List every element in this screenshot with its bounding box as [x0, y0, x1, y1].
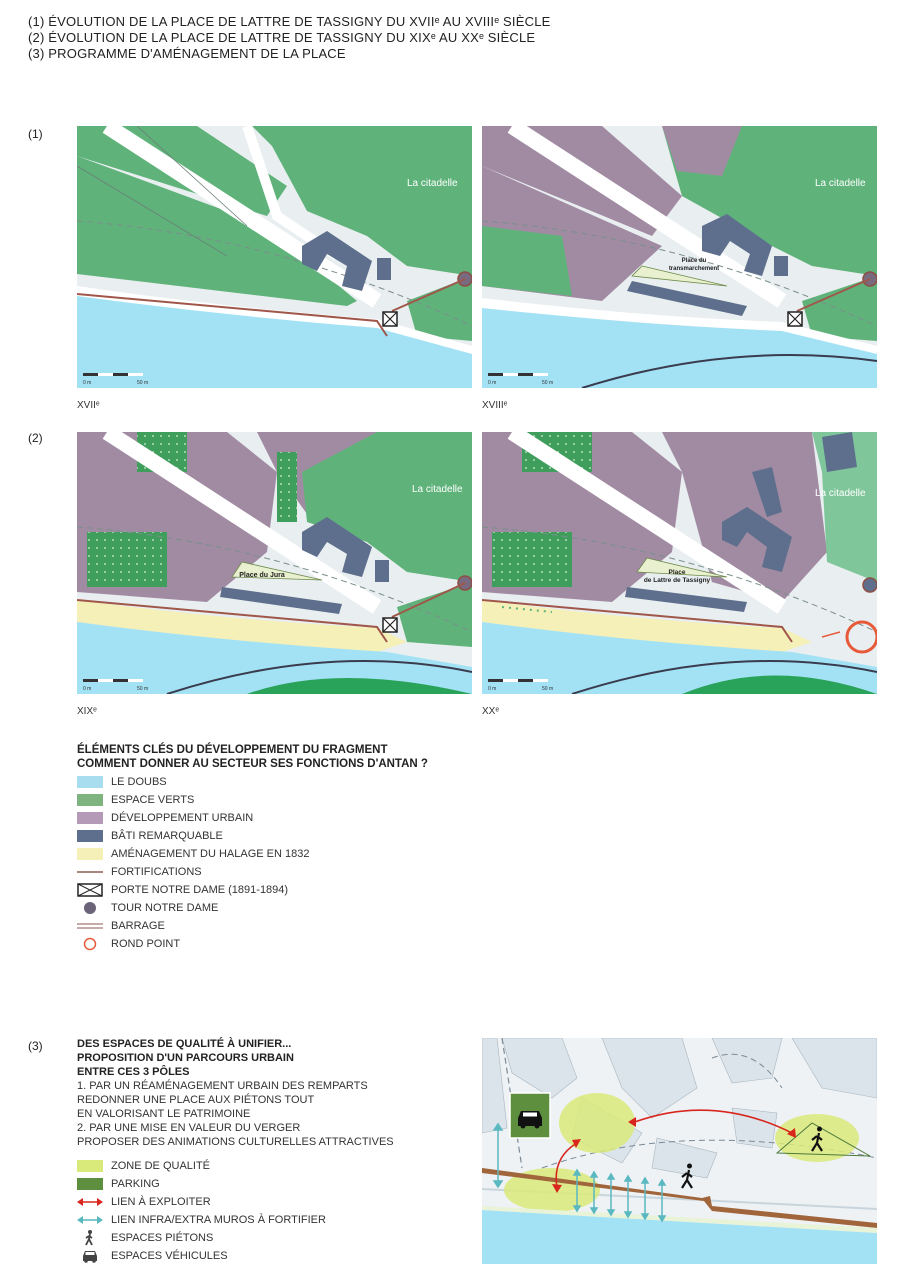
legend-item-dam	[77, 918, 165, 934]
swatch-doubs	[77, 776, 103, 788]
legend-label: PARKING	[111, 1178, 160, 1190]
section-2-number: (2)	[28, 431, 43, 445]
swatch-parking	[77, 1178, 103, 1190]
legend-item-towpath	[77, 846, 309, 862]
legend-label: BÂTI REMARQUABLE	[111, 830, 223, 842]
program-title-line3: ENTRE CES 3 PÔLES	[77, 1066, 190, 1078]
legend-label: TOUR NOTRE DAME	[111, 902, 219, 914]
legend-item-tower	[77, 900, 218, 916]
citadelle-label: La citadelle	[815, 488, 866, 499]
scale-end-label: 50 m	[542, 686, 554, 692]
legend-label: ROND POINT	[111, 938, 181, 950]
legend-label: ESPACE VERTS	[111, 794, 195, 806]
citadelle-label: La citadelle	[412, 484, 463, 495]
program-paragraph-line2: REDONNER UNE PLACE AUX PIÉTONS TOUT	[77, 1094, 315, 1106]
citadelle-label: La citadelle	[407, 178, 458, 189]
teal-double-arrow-icon	[77, 1215, 103, 1225]
circle-icon	[77, 937, 103, 951]
line-icon	[77, 869, 103, 875]
legend-label: PORTE NOTRE DAME (1891-1894)	[111, 884, 289, 896]
legend-label: DÉVELOPPEMENT URBAIN	[111, 812, 254, 824]
program-text	[77, 1037, 477, 1149]
program-legend-vehicles	[77, 1248, 228, 1264]
swatch-quality-zone	[77, 1160, 103, 1172]
car-icon	[77, 1249, 103, 1263]
map-20th-caption: XXᵉ	[482, 706, 500, 717]
swatch-urban-development	[77, 812, 103, 824]
legend-item-doubs	[77, 774, 167, 790]
red-double-arrow-icon	[77, 1197, 103, 1207]
program-legend-parking	[77, 1176, 160, 1192]
legend-label: FORTIFICATIONS	[111, 866, 202, 878]
header-line-3: (3) PROGRAMME D'AMÉNAGEMENT DE LA PLACE	[28, 46, 346, 61]
legend-label: ZONE DE QUALITÉ	[111, 1160, 211, 1172]
legend-label: BARRAGE	[111, 920, 165, 932]
section-1-number: (1)	[28, 127, 43, 141]
legend-item-urban-development	[77, 810, 253, 826]
program-title-line2: PROPOSITION D'UN PARCOURS URBAIN	[77, 1052, 294, 1064]
legend-item-green-space	[77, 792, 194, 808]
double-line-icon	[77, 922, 103, 930]
scale-end-label: 50 m	[542, 380, 554, 386]
scale-start-label: 0 m	[488, 686, 497, 692]
program-legend-link-exploit	[77, 1194, 211, 1210]
program-title-line1: DES ESPACES DE QUALITÉ À UNIFIER...	[77, 1038, 292, 1050]
legend-title-line2: COMMENT DONNER AU SECTEUR SES FONCTIONS D'ANTAN ?	[77, 758, 428, 770]
program-paragraph-line1: 1. PAR UN RÉAMÉNAGEMENT URBAIN DES REMPARTS	[77, 1080, 368, 1092]
program-legend-pedestrian	[77, 1230, 213, 1246]
program-map	[482, 1038, 877, 1264]
scale-start-label: 0 m	[83, 686, 92, 692]
legend-item-roundabout	[77, 936, 180, 952]
place-label: Place du Jura	[239, 572, 285, 579]
program-paragraph-line5: PROPOSER DES ANIMATIONS CULTURELLES ATTRACTIVES	[77, 1136, 394, 1148]
legend-label: AMÉNAGEMENT DU HALAGE EN 1832	[111, 848, 310, 860]
place-label-line1: Place	[668, 569, 686, 576]
legend-label: ESPACES PIÉTONS	[111, 1232, 214, 1244]
program-legend-link-fortify	[77, 1212, 326, 1228]
program-paragraph-line3: EN VALORISANT LE PATRIMOINE	[77, 1108, 251, 1120]
legend-label: ESPACES VÉHICULES	[111, 1250, 228, 1262]
scale-end-label: 50 m	[137, 380, 149, 386]
place-label-line1: Place du	[681, 258, 707, 264]
legend-label: LE DOUBS	[111, 776, 167, 788]
pedestrian-icon	[77, 1230, 103, 1246]
legend-title	[77, 743, 428, 771]
map-17th-century	[77, 126, 472, 388]
map-19th-century	[77, 432, 472, 694]
place-label-line2: de Lattre de Tassigny	[643, 577, 711, 584]
header-line-1: (1) ÉVOLUTION DE LA PLACE DE LATTRE DE TASSIGNY DU XVIIᵉ AU XVIIIᵉ SIÈCLE	[28, 14, 551, 29]
map-17th-caption: XVIIᵉ	[77, 400, 100, 411]
program-paragraph-line4: 2. PAR UNE MISE EN VALEUR DU VERGER	[77, 1122, 301, 1134]
swatch-green-space	[77, 794, 103, 806]
legend	[77, 774, 497, 954]
section-3-number: (3)	[28, 1039, 43, 1053]
scale-end-label: 50 m	[137, 686, 149, 692]
map-19th-caption: XIXᵉ	[77, 706, 97, 717]
swatch-remarkable-building	[77, 830, 103, 842]
place-label-line2: transmarchement	[668, 266, 720, 272]
crossed-box-icon	[77, 883, 103, 897]
map-20th-century	[482, 432, 877, 694]
scale-start-label: 0 m	[83, 380, 92, 386]
legend-label: LIEN À EXPLOITER	[111, 1196, 211, 1208]
map-18th-century	[482, 126, 877, 388]
citadelle-label: La citadelle	[815, 178, 866, 189]
legend-item-remarkable-building	[77, 828, 223, 844]
scale-start-label: 0 m	[488, 380, 497, 386]
legend-item-gate	[77, 882, 288, 898]
map-18th-caption: XVIIIᵉ	[482, 400, 508, 411]
swatch-towpath	[77, 848, 103, 860]
dot-icon	[77, 901, 103, 915]
legend-title-line1: ÉLÉMENTS CLÉS DU DÉVELOPPEMENT DU FRAGMENT	[77, 744, 388, 756]
program-legend	[77, 1158, 477, 1268]
legend-label: LIEN INFRA/EXTRA MUROS À FORTIFIER	[111, 1214, 326, 1226]
header-line-2: (2) ÉVOLUTION DE LA PLACE DE LATTRE DE TASSIGNY DU XIXᵉ AU XXᵉ SIÈCLE	[28, 30, 536, 45]
page-header	[28, 14, 551, 62]
program-legend-quality-zone	[77, 1158, 210, 1174]
legend-item-fortifications	[77, 864, 202, 880]
